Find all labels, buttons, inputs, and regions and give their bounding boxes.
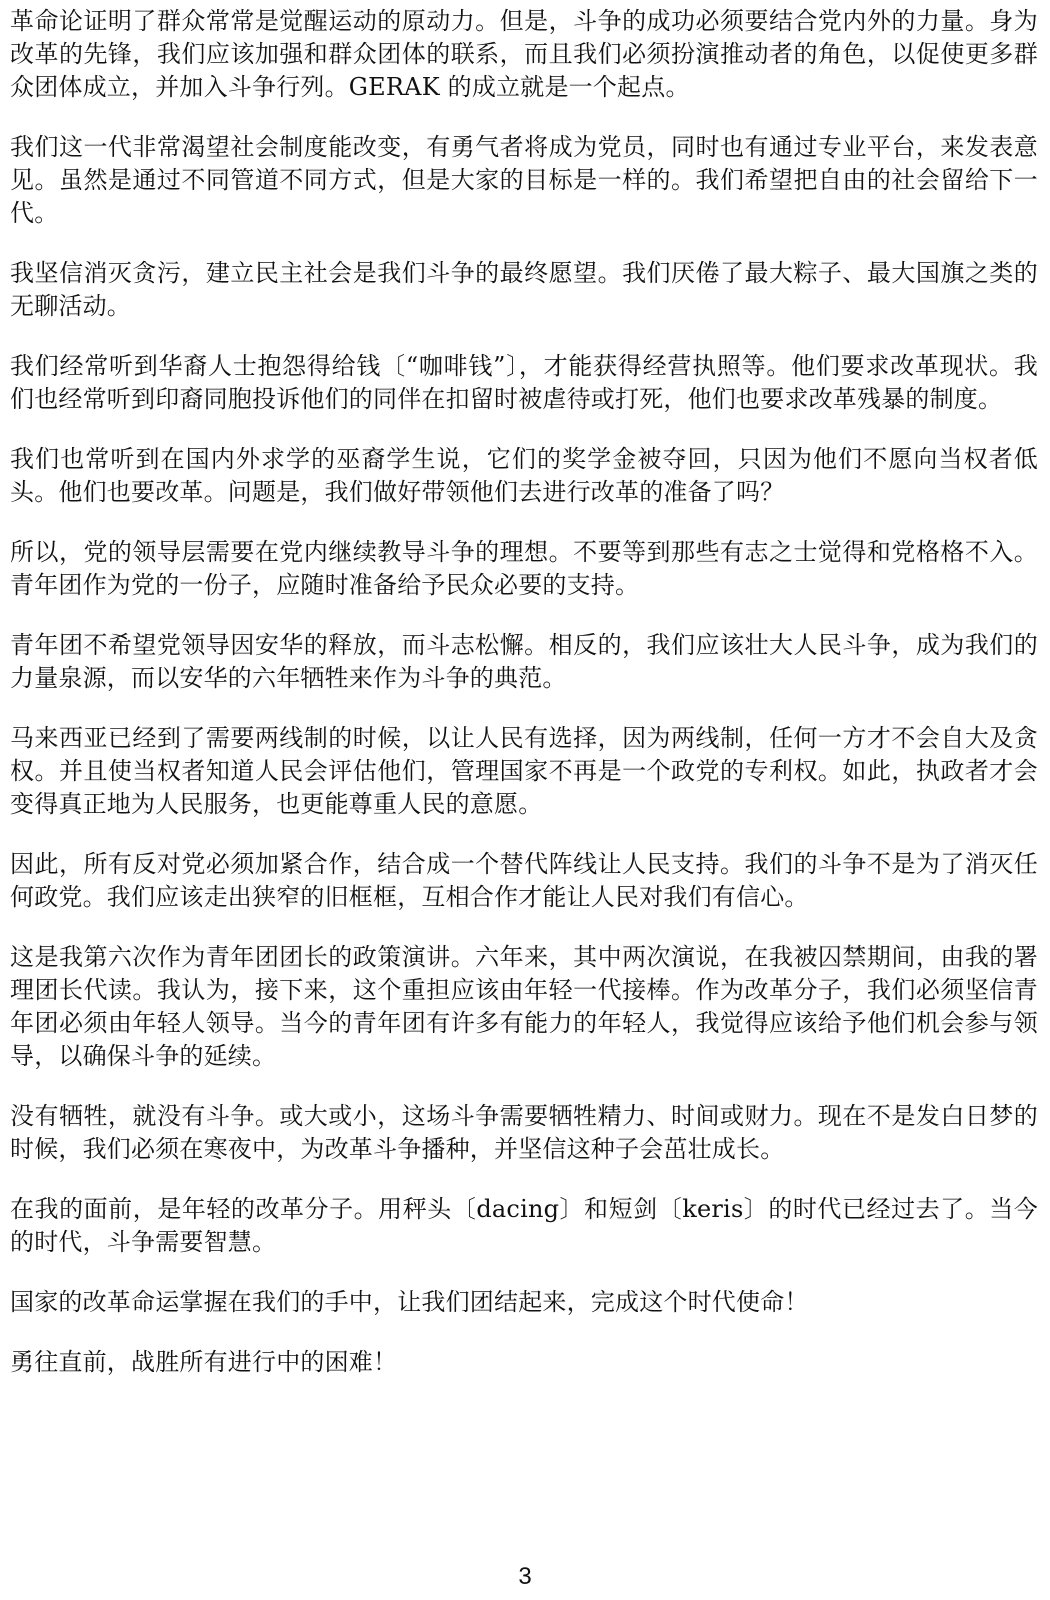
- paragraph: 国家的改革命运掌握在我们的手中，让我们团结起来，完成这个时代使命！: [10, 1288, 809, 1316]
- paragraph: 这是我第六次作为青年团团长的政策演讲。六年来，其中两次演说，在我被囚禁期间，由我的署理团长代读。我认为，接下来，这个重担应该由年轻一代接棒。作为改革分子，我们必须坚信青年团必须由年轻人领导。当今的青年团有许多有能力的年轻人，我觉得应该给予他们机会参与领导，以确保斗争的延续。: [10, 943, 1038, 1070]
- paragraph: 没有牺牲，就没有斗争。或大或小，这场斗争需要牺牲精力、时间或财力。现在不是发白日梦的时候，我们必须在寒夜中，为改革斗争播种，并坚信这种子会茁壮成长。: [10, 1102, 1038, 1163]
- body-text: [10, 5, 1038, 1406]
- paragraph: 所以，党的领导层需要在党内继续教导斗争的理想。不要等到那些有志之士觉得和党格格不入。青年团作为党的一份子，应随时准备给予民众必要的支持。: [10, 538, 1038, 599]
- paragraph: 我们这一代非常渴望社会制度能改变，有勇气者将成为党员，同时也有通过专业平台，来发表意见。虽然是通过不同管道不同方式，但是大家的目标是一样的。我们希望把自由的社会留给下一代。: [10, 133, 1038, 227]
- paragraph: 我坚信消灭贪污，建立民主社会是我们斗争的最终愿望。我们厌倦了最大粽子、最大国旗之类的无聊活动。: [10, 259, 1038, 320]
- page-number: 3: [518, 1563, 532, 1590]
- paragraph: 革命论证明了群众常常是觉醒运动的原动力。但是，斗争的成功必须要结合党内外的力量。身为改革的先锋，我们应该加强和群众团体的联系，而且我们必须扮演推动者的角色，以促使更多群众团体成立，并加入斗争行列。GERAK 的成立就是一个起点。: [10, 7, 1038, 101]
- paragraph: 马来西亚已经到了需要两线制的时候，以让人民有选择，因为两线制，任何一方才不会自大及贪权。并且使当权者知道人民会评估他们，管理国家不再是一个政党的专利权。如此，执政者才会变得真正地为人民服务，也更能尊重人民的意愿。: [10, 724, 1038, 818]
- paragraph: 因此，所有反对党必须加紧合作，结合成一个替代阵线让人民支持。我们的斗争不是为了消灭任何政党。我们应该走出狭窄的旧框框，互相合作才能让人民对我们有信心。: [10, 850, 1038, 911]
- paragraph: 我们经常听到华裔人士抱怨得给钱〔“咖啡钱”〕，才能获得经营执照等。他们要求改革现状。我们也经常听到印裔同胞投诉他们的同伴在扣留时被虐待或打死，他们也要求改革残暴的制度。: [10, 352, 1038, 413]
- paragraph: 青年团不希望党领导因安华的释放，而斗志松懈。相反的，我们应该壮大人民斗争，成为我们的力量泉源，而以安华的六年牺牲来作为斗争的典范。: [10, 631, 1038, 692]
- paragraph: 在我的面前，是年轻的改革分子。用秤头〔dacing〕和短剑〔keris〕的时代已经过去了。当今的时代，斗争需要智慧。: [10, 1195, 1038, 1256]
- paragraph: 我们也常听到在国内外求学的巫裔学生说，它们的奖学金被夺回，只因为他们不愿向当权者低头。他们也要改革。问题是，我们做好带领他们去进行改革的准备了吗？: [10, 445, 1038, 506]
- paragraph: 勇往直前，战胜所有进行中的困难！: [10, 1348, 398, 1376]
